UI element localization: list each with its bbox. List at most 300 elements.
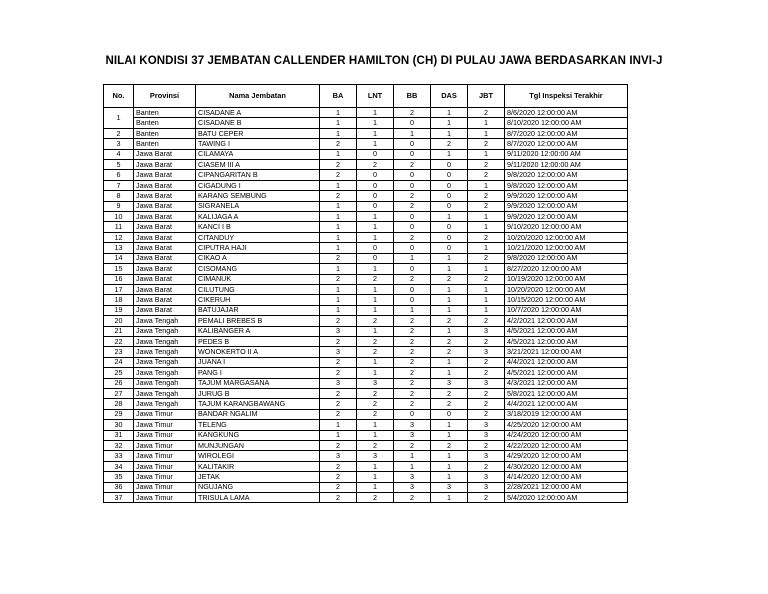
cell-no: 7	[104, 180, 134, 190]
cell-tgl-inspeksi: 9/9/2020 12:00:00 AM	[505, 191, 628, 201]
cell-provinsi: Jawa Timur	[134, 472, 196, 482]
cell-tgl-inspeksi: 4/4/2021 12:00:00 AM	[505, 357, 628, 367]
cell-das: 1	[431, 295, 468, 305]
cell-tgl-inspeksi: 10/19/2020 12:00:00 AM	[505, 274, 628, 284]
cell-provinsi: Jawa Timur	[134, 482, 196, 492]
cell-ba: 2	[320, 399, 357, 409]
cell-ba: 1	[320, 222, 357, 232]
cell-nama-jembatan: PEDES B	[196, 336, 320, 346]
cell-provinsi: Jawa Barat	[134, 149, 196, 159]
cell-lnt: 1	[357, 222, 394, 232]
cell-provinsi: Banten	[134, 108, 196, 118]
cell-provinsi: Jawa Barat	[134, 264, 196, 274]
table-row	[104, 420, 628, 430]
cell-provinsi: Jawa Timur	[134, 420, 196, 430]
cell-lnt: 0	[357, 149, 394, 159]
cell-ba: 1	[320, 201, 357, 211]
cell-tgl-inspeksi: 10/21/2020 12:00:00 AM	[505, 243, 628, 253]
cell-jbt: 2	[468, 316, 505, 326]
cell-bb: 0	[394, 180, 431, 190]
cell-no: 15	[104, 264, 134, 274]
cell-nama-jembatan: PEMALI BREBES B	[196, 316, 320, 326]
cell-jbt: 1	[468, 284, 505, 294]
cell-bb: 2	[394, 368, 431, 378]
cell-ba: 2	[320, 368, 357, 378]
cell-bb: 2	[394, 232, 431, 242]
cell-no: 33	[104, 451, 134, 461]
cell-das: 0	[431, 232, 468, 242]
cell-no: 17	[104, 284, 134, 294]
cell-ba: 2	[320, 461, 357, 471]
table-row	[104, 472, 628, 482]
cell-tgl-inspeksi: 8/10/2020 12:00:00 AM	[505, 118, 628, 128]
cell-lnt: 0	[357, 191, 394, 201]
cell-ba: 2	[320, 493, 357, 503]
cell-ba: 1	[320, 232, 357, 242]
cell-ba: 2	[320, 170, 357, 180]
cell-lnt: 0	[357, 180, 394, 190]
cell-nama-jembatan: TAWING I	[196, 139, 320, 149]
cell-lnt: 0	[357, 243, 394, 253]
cell-das: 2	[431, 399, 468, 409]
cell-nama-jembatan: CIMANUK	[196, 274, 320, 284]
cell-jbt: 2	[468, 399, 505, 409]
cell-das: 1	[431, 461, 468, 471]
cell-jbt: 3	[468, 420, 505, 430]
table-row	[104, 441, 628, 451]
cell-das: 0	[431, 160, 468, 170]
cell-lnt: 3	[357, 378, 394, 388]
cell-jbt: 2	[468, 160, 505, 170]
table-row	[104, 149, 628, 159]
table-row	[104, 222, 628, 232]
cell-bb: 2	[394, 347, 431, 357]
table-body	[104, 108, 628, 503]
cell-das: 1	[431, 472, 468, 482]
cell-jbt: 2	[468, 409, 505, 419]
cell-das: 1	[431, 430, 468, 440]
cell-provinsi: Jawa Tengah	[134, 378, 196, 388]
cell-provinsi: Jawa Tengah	[134, 326, 196, 336]
cell-lnt: 1	[357, 305, 394, 315]
cell-lnt: 1	[357, 139, 394, 149]
cell-bb: 2	[394, 357, 431, 367]
cell-provinsi: Jawa Barat	[134, 170, 196, 180]
table-row	[104, 326, 628, 336]
cell-bb: 0	[394, 118, 431, 128]
cell-tgl-inspeksi: 9/8/2020 12:00:00 AM	[505, 170, 628, 180]
cell-nama-jembatan: CITANDUY	[196, 232, 320, 242]
table-row	[104, 139, 628, 149]
cell-provinsi: Jawa Barat	[134, 212, 196, 222]
cell-nama-jembatan: CILAMAYA	[196, 149, 320, 159]
cell-jbt: 1	[468, 222, 505, 232]
cell-jbt: 2	[468, 170, 505, 180]
cell-no: 34	[104, 461, 134, 471]
cell-provinsi: Jawa Tengah	[134, 357, 196, 367]
cell-lnt: 2	[357, 316, 394, 326]
cell-jbt: 2	[468, 108, 505, 118]
cell-jbt: 1	[468, 295, 505, 305]
cell-jbt: 2	[468, 441, 505, 451]
cell-bb: 2	[394, 201, 431, 211]
cell-nama-jembatan: CILUTUNG	[196, 284, 320, 294]
cell-ba: 3	[320, 326, 357, 336]
cell-jbt: 2	[468, 461, 505, 471]
cell-nama-jembatan: KALITAKIR	[196, 461, 320, 471]
cell-tgl-inspeksi: 9/9/2020 12:00:00 AM	[505, 212, 628, 222]
table-row	[104, 284, 628, 294]
cell-provinsi: Jawa Timur	[134, 461, 196, 471]
cell-das: 1	[431, 128, 468, 138]
cell-provinsi: Jawa Barat	[134, 222, 196, 232]
cell-ba: 1	[320, 212, 357, 222]
cell-no: 1	[104, 108, 134, 129]
cell-das: 1	[431, 264, 468, 274]
cell-provinsi: Jawa Barat	[134, 191, 196, 201]
cell-bb: 2	[394, 399, 431, 409]
cell-lnt: 1	[357, 108, 394, 118]
cell-jbt: 2	[468, 357, 505, 367]
table-row	[104, 493, 628, 503]
cell-lnt: 2	[357, 160, 394, 170]
table-row	[104, 388, 628, 398]
cell-lnt: 1	[357, 232, 394, 242]
header-das: DAS	[431, 85, 468, 108]
cell-lnt: 1	[357, 295, 394, 305]
cell-no: 20	[104, 316, 134, 326]
cell-nama-jembatan: KALIBANGER A	[196, 326, 320, 336]
cell-das: 0	[431, 191, 468, 201]
cell-provinsi: Jawa Timur	[134, 493, 196, 503]
cell-no: 9	[104, 201, 134, 211]
cell-lnt: 2	[357, 399, 394, 409]
cell-tgl-inspeksi: 8/6/2020 12:00:00 AM	[505, 108, 628, 118]
cell-nama-jembatan: CIPANGARITAN B	[196, 170, 320, 180]
cell-provinsi: Jawa Tengah	[134, 368, 196, 378]
cell-no: 28	[104, 399, 134, 409]
cell-nama-jembatan: CISADANE A	[196, 108, 320, 118]
cell-bb: 3	[394, 420, 431, 430]
cell-ba: 2	[320, 409, 357, 419]
cell-jbt: 2	[468, 493, 505, 503]
cell-ba: 2	[320, 316, 357, 326]
cell-lnt: 2	[357, 388, 394, 398]
table-row	[104, 316, 628, 326]
cell-provinsi: Banten	[134, 128, 196, 138]
cell-bb: 2	[394, 326, 431, 336]
table-row	[104, 399, 628, 409]
cell-no: 19	[104, 305, 134, 315]
cell-ba: 2	[320, 253, 357, 263]
cell-jbt: 2	[468, 253, 505, 263]
cell-jbt: 2	[468, 368, 505, 378]
cell-jbt: 2	[468, 274, 505, 284]
cell-jbt: 3	[468, 326, 505, 336]
cell-jbt: 1	[468, 180, 505, 190]
cell-provinsi: Banten	[134, 118, 196, 128]
cell-tgl-inspeksi: 9/11/2020 12:00:00 AM	[505, 160, 628, 170]
cell-nama-jembatan: BANDAR NGALIM	[196, 409, 320, 419]
bridge-condition-table	[103, 84, 628, 503]
cell-nama-jembatan: CISADANE B	[196, 118, 320, 128]
cell-ba: 3	[320, 451, 357, 461]
cell-ba: 2	[320, 139, 357, 149]
cell-jbt: 1	[468, 128, 505, 138]
cell-ba: 2	[320, 482, 357, 492]
cell-tgl-inspeksi: 8/7/2020 12:00:00 AM	[505, 139, 628, 149]
cell-nama-jembatan: SIGRANELA	[196, 201, 320, 211]
cell-no: 16	[104, 274, 134, 284]
cell-bb: 1	[394, 461, 431, 471]
cell-tgl-inspeksi: 10/7/2020 12:00:00 AM	[505, 305, 628, 315]
cell-no: 21	[104, 326, 134, 336]
cell-lnt: 2	[357, 347, 394, 357]
cell-nama-jembatan: CIGADUNG I	[196, 180, 320, 190]
cell-no: 13	[104, 243, 134, 253]
cell-das: 1	[431, 451, 468, 461]
cell-nama-jembatan: JUANA I	[196, 357, 320, 367]
table-row	[104, 482, 628, 492]
cell-ba: 2	[320, 191, 357, 201]
cell-no: 22	[104, 336, 134, 346]
cell-jbt: 3	[468, 472, 505, 482]
cell-no: 8	[104, 191, 134, 201]
cell-das: 1	[431, 284, 468, 294]
cell-bb: 0	[394, 409, 431, 419]
cell-bb: 2	[394, 316, 431, 326]
cell-tgl-inspeksi: 4/3/2021 12:00:00 AM	[505, 378, 628, 388]
cell-nama-jembatan: CIKERUH	[196, 295, 320, 305]
cell-jbt: 1	[468, 212, 505, 222]
cell-lnt: 2	[357, 336, 394, 346]
cell-tgl-inspeksi: 8/27/2020 12:00:00 AM	[505, 264, 628, 274]
cell-tgl-inspeksi: 4/22/2020 12:00:00 AM	[505, 441, 628, 451]
cell-lnt: 1	[357, 357, 394, 367]
cell-lnt: 1	[357, 128, 394, 138]
cell-tgl-inspeksi: 10/20/2020 12:00:00 AM	[505, 232, 628, 242]
cell-nama-jembatan: WONOKERTO II A	[196, 347, 320, 357]
cell-lnt: 3	[357, 451, 394, 461]
cell-tgl-inspeksi: 4/5/2021 12:00:00 AM	[505, 336, 628, 346]
cell-jbt: 1	[468, 118, 505, 128]
header-lnt: LNT	[357, 85, 394, 108]
header-tgl-inspeksi: Tgl Inspeksi Terakhir	[505, 85, 628, 108]
cell-bb: 0	[394, 212, 431, 222]
cell-bb: 0	[394, 149, 431, 159]
cell-das: 2	[431, 139, 468, 149]
cell-bb: 1	[394, 128, 431, 138]
cell-nama-jembatan: NGUJANG	[196, 482, 320, 492]
cell-bb: 0	[394, 243, 431, 253]
table-header	[104, 85, 628, 108]
cell-das: 2	[431, 336, 468, 346]
cell-bb: 0	[394, 284, 431, 294]
cell-das: 0	[431, 201, 468, 211]
cell-bb: 2	[394, 441, 431, 451]
cell-lnt: 1	[357, 461, 394, 471]
cell-lnt: 0	[357, 201, 394, 211]
cell-ba: 1	[320, 284, 357, 294]
cell-ba: 2	[320, 160, 357, 170]
cell-das: 1	[431, 357, 468, 367]
cell-lnt: 1	[357, 118, 394, 128]
cell-ba: 2	[320, 336, 357, 346]
cell-tgl-inspeksi: 10/15/2020 12:00:00 AM	[505, 295, 628, 305]
header-provinsi: Provinsi	[134, 85, 196, 108]
cell-jbt: 3	[468, 378, 505, 388]
cell-bb: 2	[394, 336, 431, 346]
cell-provinsi: Jawa Timur	[134, 451, 196, 461]
cell-ba: 2	[320, 357, 357, 367]
cell-jbt: 3	[468, 482, 505, 492]
cell-lnt: 1	[357, 284, 394, 294]
cell-tgl-inspeksi: 9/11/2020 12:00:00 AM	[505, 149, 628, 159]
cell-tgl-inspeksi: 9/8/2020 12:00:00 AM	[505, 253, 628, 263]
cell-tgl-inspeksi: 9/9/2020 12:00:00 AM	[505, 201, 628, 211]
cell-das: 1	[431, 368, 468, 378]
header-bb: BB	[394, 85, 431, 108]
table-row	[104, 243, 628, 253]
cell-das: 1	[431, 326, 468, 336]
cell-tgl-inspeksi: 3/18/2019 12:00:00 AM	[505, 409, 628, 419]
cell-no: 5	[104, 160, 134, 170]
table-row	[104, 378, 628, 388]
cell-ba: 1	[320, 295, 357, 305]
cell-provinsi: Jawa Timur	[134, 409, 196, 419]
cell-das: 2	[431, 316, 468, 326]
cell-lnt: 1	[357, 482, 394, 492]
cell-provinsi: Jawa Barat	[134, 160, 196, 170]
cell-no: 37	[104, 493, 134, 503]
cell-tgl-inspeksi: 9/8/2020 12:00:00 AM	[505, 180, 628, 190]
cell-nama-jembatan: CIKAO A	[196, 253, 320, 263]
page-title: NILAI KONDISI 37 JEMBATAN CALLENDER HAMILTON (CH) DI PULAU JAWA BERDASARKAN INVI-J	[105, 55, 663, 67]
cell-nama-jembatan: KANCI I B	[196, 222, 320, 232]
cell-das: 1	[431, 212, 468, 222]
cell-bb: 3	[394, 472, 431, 482]
cell-das: 0	[431, 222, 468, 232]
cell-nama-jembatan: CISOMANG	[196, 264, 320, 274]
header-nama-jembatan: Nama Jembatan	[196, 85, 320, 108]
cell-ba: 2	[320, 274, 357, 284]
cell-provinsi: Jawa Barat	[134, 253, 196, 263]
cell-das: 1	[431, 305, 468, 315]
cell-ba: 1	[320, 264, 357, 274]
header-jbt: JBT	[468, 85, 505, 108]
cell-provinsi: Jawa Tengah	[134, 388, 196, 398]
cell-nama-jembatan: TRISULA LAMA	[196, 493, 320, 503]
cell-jbt: 2	[468, 336, 505, 346]
header-ba: BA	[320, 85, 357, 108]
table-row	[104, 264, 628, 274]
cell-nama-jembatan: CIPUTRA HAJI	[196, 243, 320, 253]
table-row	[104, 461, 628, 471]
cell-no: 23	[104, 347, 134, 357]
cell-no: 36	[104, 482, 134, 492]
table-row	[104, 357, 628, 367]
cell-tgl-inspeksi: 4/25/2020 12:00:00 AM	[505, 420, 628, 430]
table-row	[104, 305, 628, 315]
cell-das: 1	[431, 253, 468, 263]
cell-lnt: 0	[357, 170, 394, 180]
cell-bb: 2	[394, 191, 431, 201]
cell-tgl-inspeksi: 2/28/2021 12:00:00 AM	[505, 482, 628, 492]
cell-bb: 2	[394, 493, 431, 503]
cell-tgl-inspeksi: 4/24/2020 12:00:00 AM	[505, 430, 628, 440]
table-row	[104, 295, 628, 305]
cell-no: 29	[104, 409, 134, 419]
table-row	[104, 368, 628, 378]
cell-no: 4	[104, 149, 134, 159]
cell-das: 1	[431, 118, 468, 128]
cell-ba: 3	[320, 378, 357, 388]
table-row	[104, 108, 628, 118]
cell-nama-jembatan: WIROLEGI	[196, 451, 320, 461]
cell-nama-jembatan: JURUG B	[196, 388, 320, 398]
cell-nama-jembatan: PANG I	[196, 368, 320, 378]
cell-jbt: 1	[468, 305, 505, 315]
cell-no: 25	[104, 368, 134, 378]
cell-bb: 3	[394, 430, 431, 440]
cell-ba: 1	[320, 128, 357, 138]
cell-bb: 1	[394, 253, 431, 263]
cell-jbt: 1	[468, 243, 505, 253]
cell-das: 3	[431, 378, 468, 388]
cell-provinsi: Jawa Tengah	[134, 316, 196, 326]
cell-nama-jembatan: BATU CEPER	[196, 128, 320, 138]
cell-no: 6	[104, 170, 134, 180]
cell-lnt: 2	[357, 409, 394, 419]
cell-nama-jembatan: CIASEM III A	[196, 160, 320, 170]
cell-bb: 2	[394, 378, 431, 388]
cell-nama-jembatan: KANGKUNG	[196, 430, 320, 440]
cell-tgl-inspeksi: 4/5/2021 12:00:00 AM	[505, 326, 628, 336]
cell-provinsi: Jawa Tengah	[134, 347, 196, 357]
cell-jbt: 1	[468, 149, 505, 159]
table-row	[104, 118, 628, 128]
cell-lnt: 0	[357, 253, 394, 263]
cell-tgl-inspeksi: 8/7/2020 12:00:00 AM	[505, 128, 628, 138]
cell-ba: 2	[320, 441, 357, 451]
cell-das: 0	[431, 409, 468, 419]
cell-provinsi: Jawa Timur	[134, 441, 196, 451]
cell-jbt: 2	[468, 232, 505, 242]
cell-tgl-inspeksi: 4/5/2021 12:00:00 AM	[505, 368, 628, 378]
cell-tgl-inspeksi: 4/14/2020 12:00:00 AM	[505, 472, 628, 482]
table-row	[104, 430, 628, 440]
cell-bb: 0	[394, 170, 431, 180]
cell-lnt: 1	[357, 430, 394, 440]
cell-provinsi: Jawa Barat	[134, 180, 196, 190]
table-row	[104, 128, 628, 138]
cell-bb: 2	[394, 108, 431, 118]
cell-ba: 1	[320, 430, 357, 440]
cell-lnt: 1	[357, 368, 394, 378]
cell-nama-jembatan: KALIJAGA A	[196, 212, 320, 222]
cell-das: 1	[431, 108, 468, 118]
cell-no: 24	[104, 357, 134, 367]
table-row	[104, 336, 628, 346]
cell-provinsi: Jawa Barat	[134, 284, 196, 294]
cell-provinsi: Jawa Barat	[134, 305, 196, 315]
cell-jbt: 1	[468, 264, 505, 274]
cell-jbt: 2	[468, 388, 505, 398]
cell-jbt: 2	[468, 201, 505, 211]
cell-das: 2	[431, 347, 468, 357]
cell-nama-jembatan: KARANG SEMBUNG	[196, 191, 320, 201]
cell-jbt: 3	[468, 347, 505, 357]
